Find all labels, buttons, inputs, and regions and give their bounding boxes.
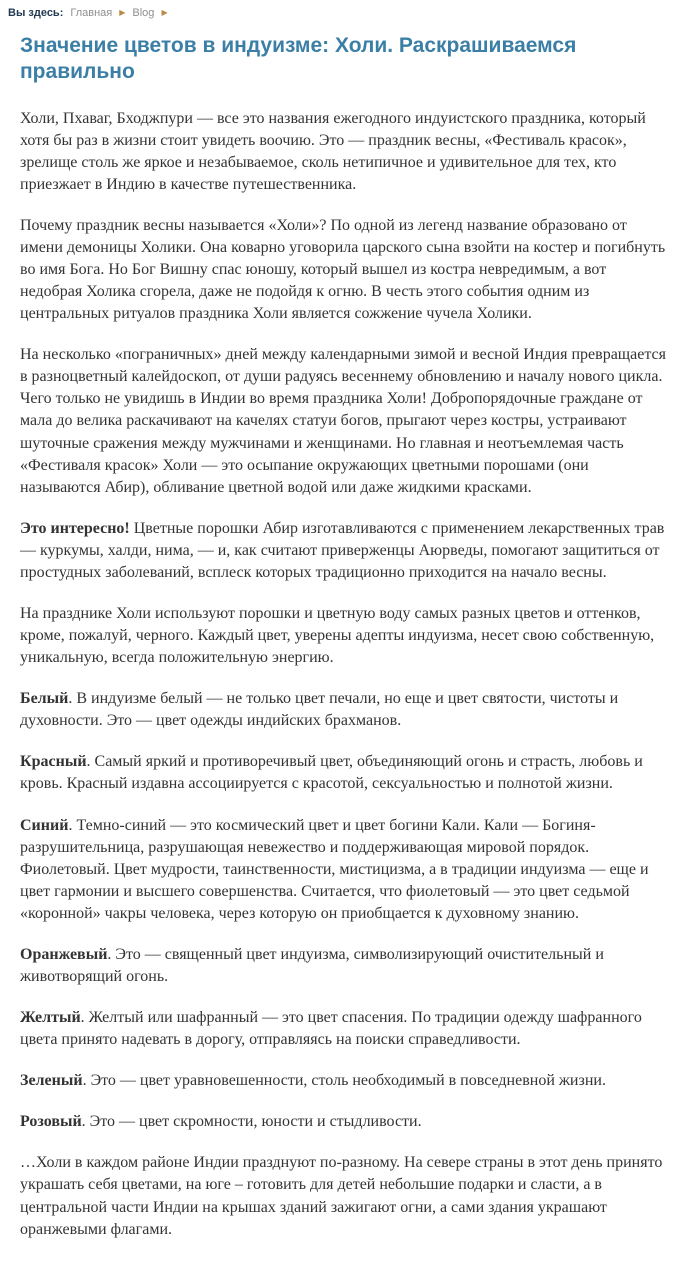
paragraph-text: . Самый яркий и противоречивый цвет, объединяющий огонь и страсть, любовь и кровь. Красный издавна ассоциируется с красотой, сексуальностью и полнотой жизни. bbox=[20, 753, 643, 793]
article-paragraph bbox=[20, 1007, 670, 1051]
paragraph-lead: Красный bbox=[20, 753, 87, 771]
article-paragraph bbox=[20, 1070, 670, 1092]
article-paragraph bbox=[20, 751, 670, 795]
paragraph-text: Холи, Пхаваг, Бходжпури — все это названия ежегодного индуистского праздника, который хотя бы раз в жизни стоит увидеть воочию. Это — праздник весны, «Фестиваль красок», зрелище столь же яркое и незабываемое, сколь нетипичное и удивительное для тех, кто приезжает в Индию в качестве путешественника. bbox=[20, 109, 646, 193]
paragraph-lead: Зеленый bbox=[20, 1072, 83, 1090]
article-paragraph bbox=[20, 688, 670, 732]
paragraph-lead: Оранжевый bbox=[20, 945, 108, 963]
paragraph-lead: Желтый bbox=[20, 1009, 81, 1027]
paragraph-text: . Темно-синий — это космический цвет и цвет богини Кали. Кали — Богиня-разрушительница, разрушающая невежество и поддерживающая мировой порядок. Фиолетовый. Цвет мудрости, таинственности, мистицизма, а в традиции индуизма — еще и цвет гармонии и высшего совершенства. Считается, что фиолетовый — это цвет седьмой «коронной» чакры человека, через которую он приобщается к духовному знанию. bbox=[20, 816, 649, 922]
article-paragraph bbox=[20, 944, 670, 988]
article-paragraph bbox=[20, 108, 670, 196]
paragraph-text: На празднике Холи используют порошки и цветную воду самых разных цветов и оттенков, кроме, пожалуй, черного. Каждый цвет, уверены адепты индуизма, несет свою собственную, уникальную, всегда положительную энергию. bbox=[20, 604, 655, 667]
article-paragraph bbox=[20, 1152, 670, 1240]
page-title: Значение цветов в индуизме: Холи. Раскрашиваемся правильно bbox=[20, 34, 577, 84]
article-paragraph bbox=[20, 518, 670, 584]
paragraph-text: Цветные порошки Абир изготавливаются с применением лекарственных трав — куркумы, халди, нима, — и, как считают приверженцы Аюрведы, помогают защититься от простудных заболеваний, всплеск которых традиционно приходится на начало весны. bbox=[20, 519, 665, 581]
paragraph-lead: Синий bbox=[20, 816, 69, 834]
paragraph-text: На несколько «пограничных» дней между календарными зимой и весной Индия превращается в разноцветный калейдоскоп, от души радуясь весеннему обновлению и началу нового цикла. Чего только не увидишь в Индии во время праздника Холи! Добропорядочные граждане от мала до велика раскачивают на качелях статуи богов, прыгают через костры, устраивают шуточные сражения между мужчинами и женщинами. Но главная и неотъемлемая часть «Фестиваля красок» Холи — это осыпание окружающих цветными порошами (они называются Абир), обливание цветной водой или даже жидкими красками. bbox=[20, 346, 666, 496]
article-paragraph bbox=[20, 815, 670, 925]
paragraph-lead: Розовый bbox=[20, 1113, 82, 1131]
breadcrumb-link-blog[interactable]: Blog bbox=[132, 7, 155, 19]
article-paragraph bbox=[20, 344, 670, 499]
breadcrumb-arrow-icon: ▶ bbox=[119, 8, 126, 17]
paragraph-text: . В индуизме белый — не только цвет печали, но еще и цвет святости, чистоты и духовности. Это — цвет одежды индийских брахманов. bbox=[20, 690, 619, 730]
paragraph-text: . Желтый или шафранный — это цвет спасения. По традиции одежду шафранного цвета принято надевать в дорогу, отправляясь на поиски справедливости. bbox=[20, 1009, 642, 1049]
breadcrumb-arrow-icon: ▶ bbox=[161, 8, 168, 17]
paragraph-text: . Это — священный цвет индуизма, символизирующий очистительный и животворящий огонь. bbox=[20, 945, 604, 985]
article-paragraph bbox=[20, 1111, 670, 1133]
paragraph-lead: Белый bbox=[20, 690, 69, 708]
article-paragraph bbox=[20, 215, 670, 325]
paragraph-text: …Холи в каждом районе Индии празднуют по-разному. На севере страны в этот день принято украшать себя цветами, на юге – готовить для детей небольшие подарки и сласти, а в центральной части Индии на крышах зданий зажигают огни, а сами здания украшают оранжевыми флагами. bbox=[20, 1154, 663, 1238]
article-paragraph bbox=[20, 603, 670, 669]
paragraph-text: . Это — цвет уравновешенности, столь необходимый в повседневной жизни. bbox=[82, 1072, 606, 1090]
paragraph-text: Почему праздник весны называется «Холи»? По одной из легенд название образовано от имени демоницы Холики. Она коварно уговорила царского сына взойти на костер и погибнуть во имя Бога. Но Бог Вишну спас юношу, который вышел из костра невредимым, а вот недобрая Холика сгорела, даже не подойдя к огню. В честь этого события одним из центральных ритуалов праздника Холи является сожжение чучела Холики. bbox=[20, 216, 666, 323]
breadcrumb-link-home[interactable]: Главная bbox=[70, 7, 113, 19]
breadcrumb bbox=[8, 7, 670, 19]
paragraph-text: . Это — цвет скромности, юности и стыдливости. bbox=[81, 1113, 422, 1131]
breadcrumb-label: Вы здесь: bbox=[8, 7, 64, 19]
paragraph-lead: Это интересно! bbox=[20, 519, 130, 537]
article-body bbox=[20, 108, 670, 1241]
